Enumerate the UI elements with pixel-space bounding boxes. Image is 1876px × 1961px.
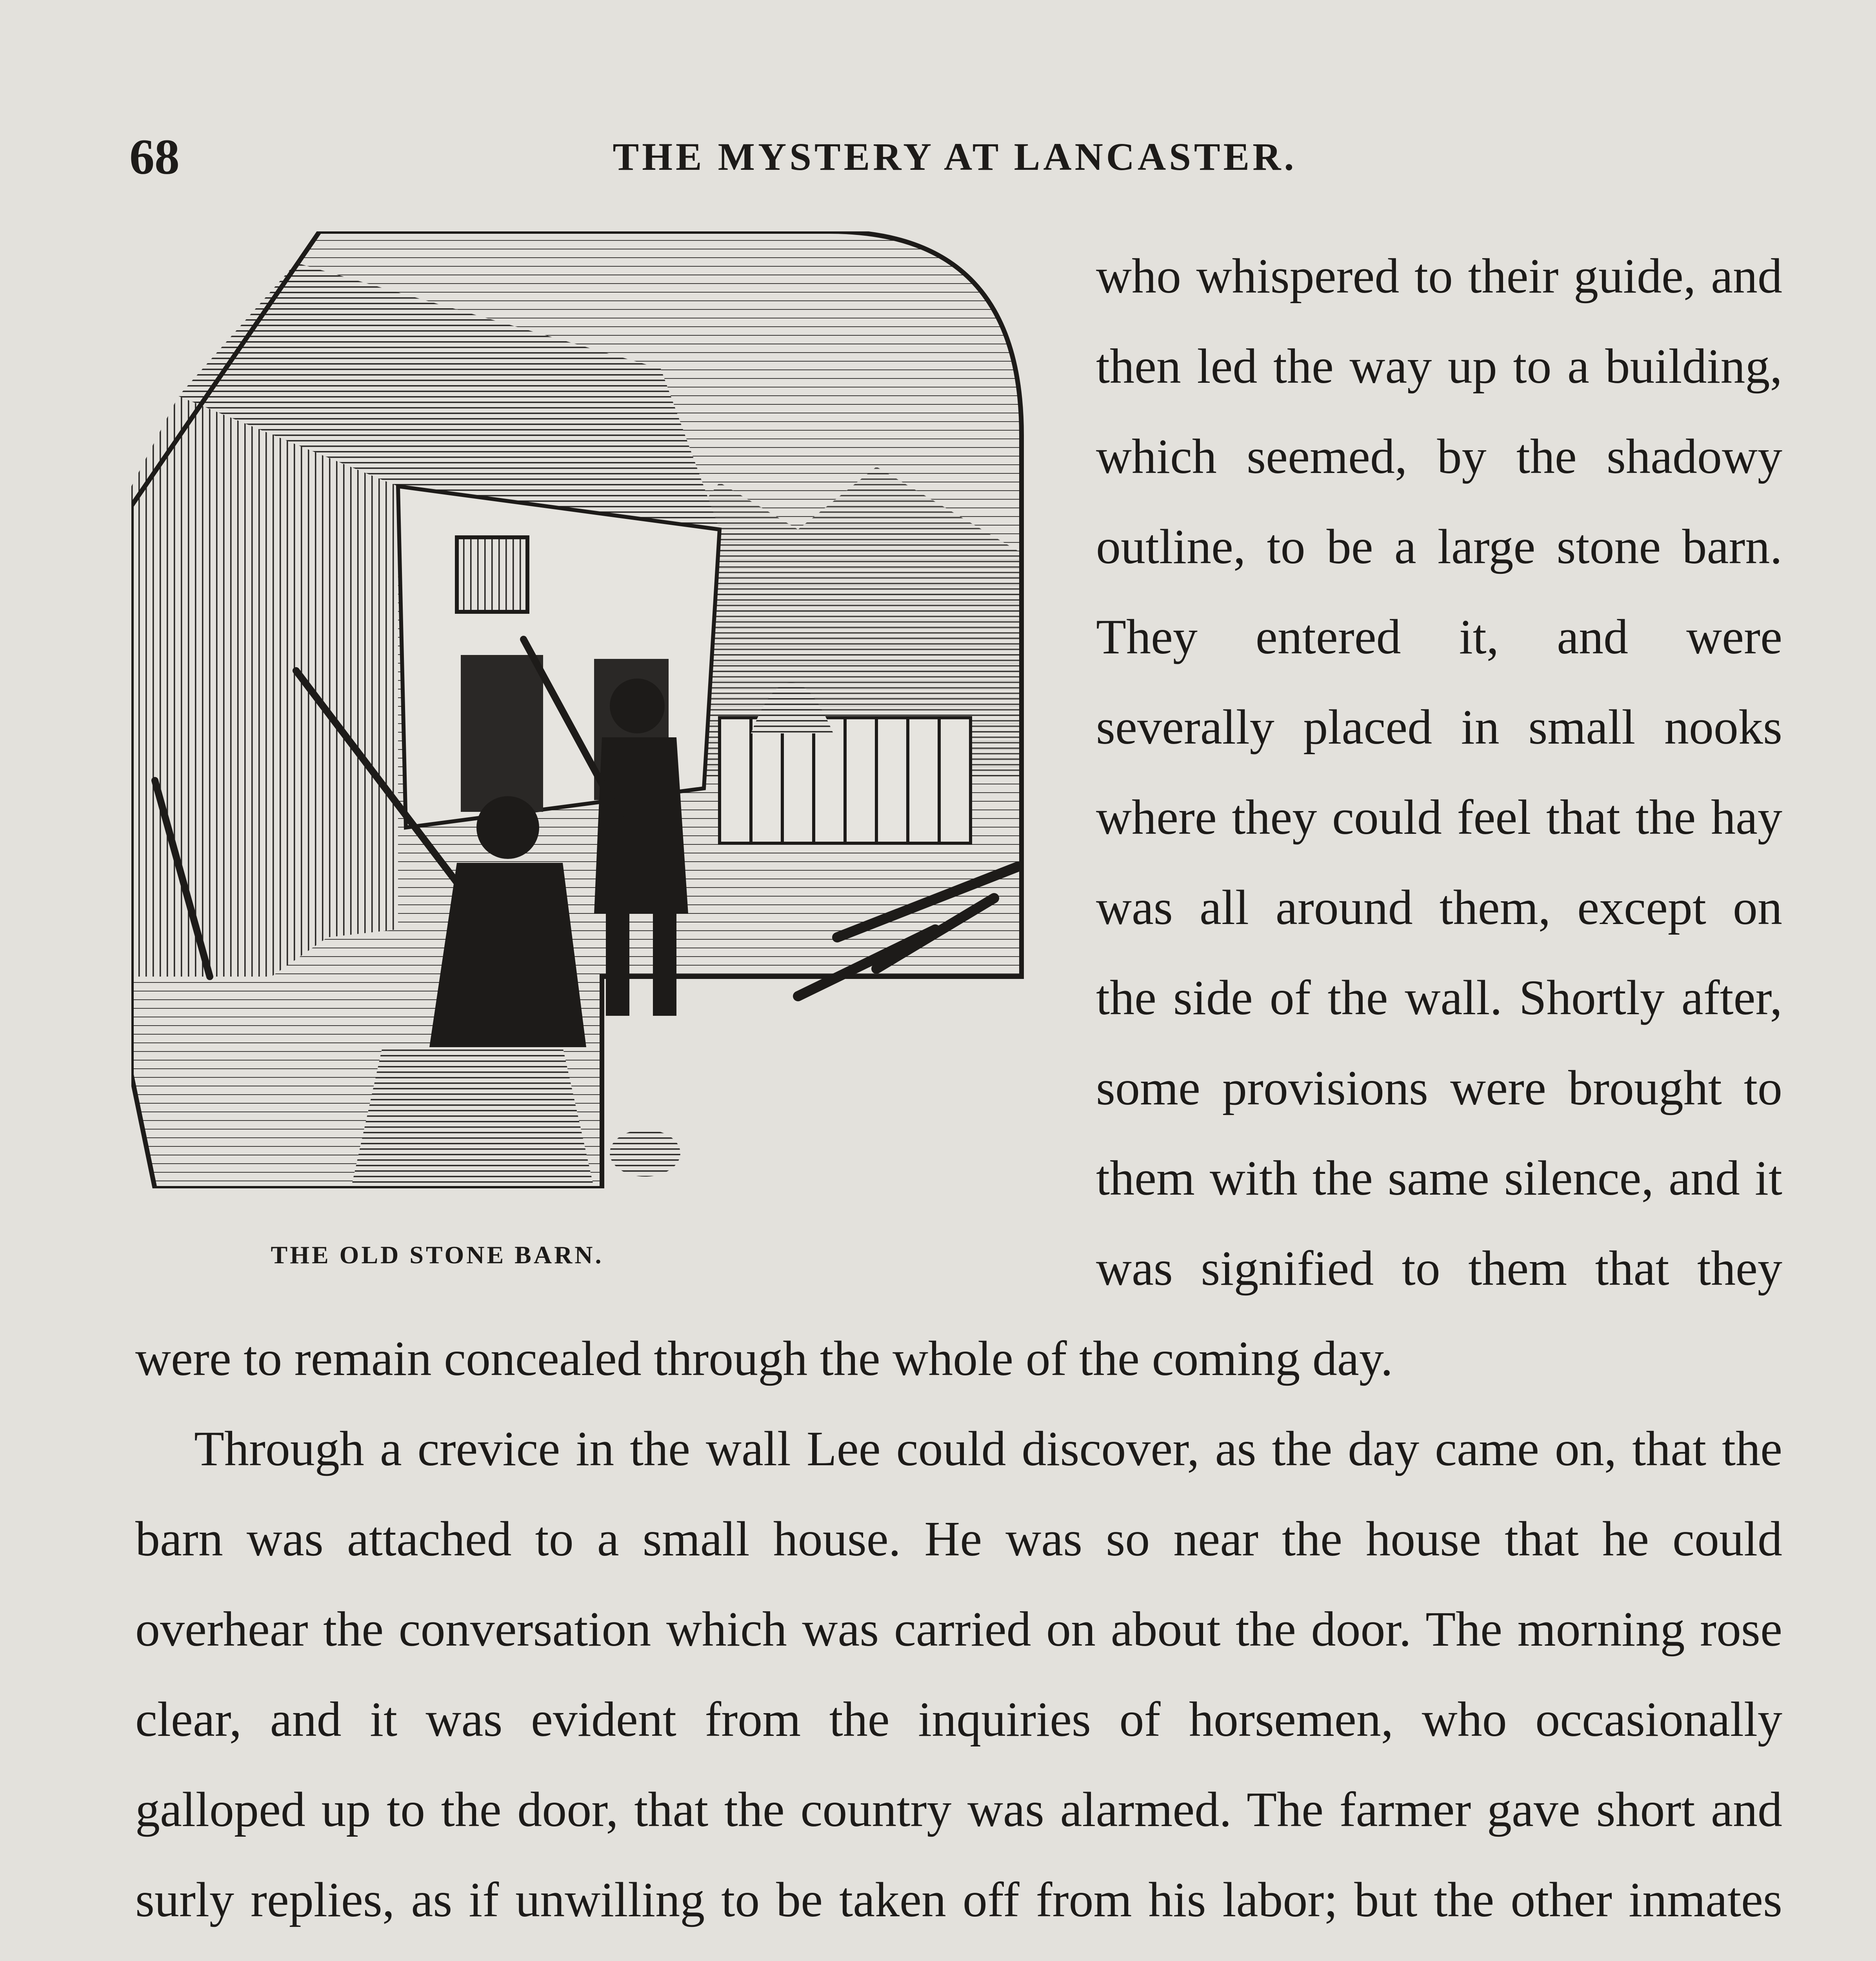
barn-engraving-illustration [131,231,1053,1188]
running-head: THE MYSTERY AT LANCASTER. [613,135,1297,178]
paragraph-1-text: who whispered to their guide, and then led the way up to a building, which seemed, by the shadowy outline, to be a large stone barn. They entered it, and were severally placed in small nooks where they could feel that the hay was all around them, except on the side of the wall. Shortly after, some provisions were brought to them with the same silence, and it was signified to them that they were to remain concealed through the whole of the coming day. [135,249,1782,1386]
page-number: 68 [129,129,180,185]
figure-old-stone-barn [131,231,1053,1314]
figure-caption: THE OLD STONE BARN. [271,1241,604,1269]
body-text [135,231,1782,1961]
paragraph-2: Through a crevice in the wall Lee could discover, as the day came on, that the barn was attached to a small house. He was so near the house that he could overhear the conversation which was carried on about the door. The morning rose clear, and it was evident from the inquiries of horsemen, who occasionally galloped up to the door, that the country was alarmed. The farmer gave short and surly replies, as if unwilling to be taken off from his labor; but the other inmates [135,1422,1782,1927]
paragraph-1 [135,231,1782,1404]
page-header [129,129,1780,184]
